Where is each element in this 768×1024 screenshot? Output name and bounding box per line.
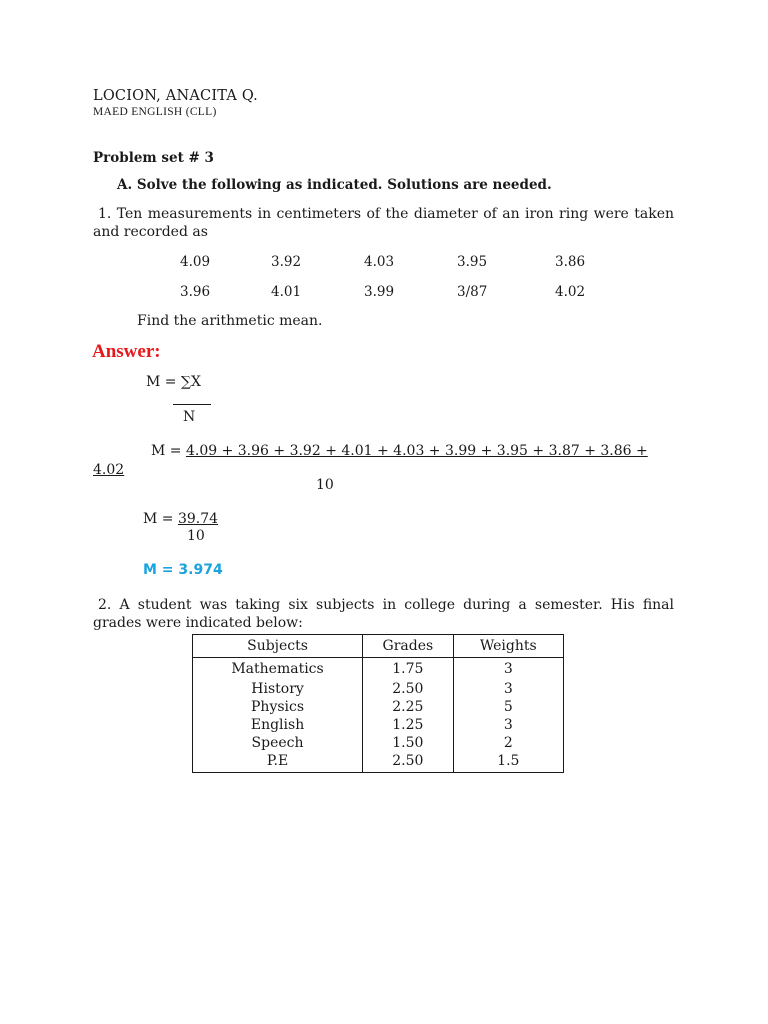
section-a-instruction: A. Solve the following as indicated. Solutions are needed. xyxy=(117,177,552,193)
subject-cell: History xyxy=(251,681,304,697)
grade-cell: 1.25 xyxy=(392,717,424,733)
question-1-instruction: Find the arithmetic mean. xyxy=(137,313,323,329)
grades-table xyxy=(192,634,564,773)
measurement-value: 4.02 xyxy=(555,284,586,300)
table-row xyxy=(193,658,564,773)
measurement-value: 3.95 xyxy=(457,254,488,270)
header-weights: Weights xyxy=(453,635,563,658)
mean-formula-denominator: N xyxy=(183,409,196,425)
measurement-value: 4.01 xyxy=(271,284,302,300)
subject-cell: Physics xyxy=(251,699,305,715)
weight-cell: 3 xyxy=(503,681,513,697)
step-prefix: M = xyxy=(143,511,178,527)
grade-cell: 1.50 xyxy=(392,735,424,751)
question-2-text: 2. A student was taking six subjects in college during a semester. His final grades were indicated below: xyxy=(93,597,674,631)
header-grades: Grades xyxy=(363,635,454,658)
measurement-value: 3.86 xyxy=(555,254,586,270)
measurement-value: 3/87 xyxy=(457,284,488,300)
weight-cell: 3 xyxy=(503,661,513,677)
grade-cell: 2.50 xyxy=(392,753,424,769)
subject-cell: Speech xyxy=(251,735,304,751)
weights-column xyxy=(453,658,563,773)
sum-expression xyxy=(93,442,674,480)
question-1-text: 1. Ten measurements in centimeters of the diameter of an iron ring were taken and recorded as xyxy=(93,206,674,240)
sum-prefix: M = xyxy=(151,443,186,459)
answer-label: Answer: xyxy=(92,341,161,362)
measurement-value: 3.99 xyxy=(364,284,395,300)
subject-cell: P.E xyxy=(266,753,289,769)
grade-cell: 1.75 xyxy=(392,661,424,677)
subject-cell: Mathematics xyxy=(231,661,324,677)
fraction-bar xyxy=(173,404,211,405)
measurement-value: 4.09 xyxy=(180,254,211,270)
author-name: LOCION, ANACITA Q. xyxy=(93,88,258,104)
mean-result: M = 3.974 xyxy=(143,562,223,578)
table-header-row xyxy=(193,635,564,658)
sum-expression-line-1: 4.09 + 3.96 + 3.92 + 4.01 + 4.03 + 3.99 + 3.95 + 3.87 + 3.86 + xyxy=(185,443,648,459)
step-numerator: 39.74 xyxy=(177,511,219,527)
problem-set-title: Problem set # 3 xyxy=(93,150,214,166)
measurement-value: 3.92 xyxy=(271,254,302,270)
sum-denominator: 10 xyxy=(316,477,334,493)
weight-cell: 1.5 xyxy=(497,753,520,769)
measurement-value: 3.96 xyxy=(180,284,211,300)
weight-cell: 2 xyxy=(503,735,513,751)
grades-column xyxy=(363,658,454,773)
subject-cell: English xyxy=(250,717,305,733)
program-name: MAED ENGLISH (CLL) xyxy=(93,106,217,118)
mean-formula-numerator: M = ∑X xyxy=(146,374,201,390)
subjects-column xyxy=(193,658,363,773)
measurement-value: 4.03 xyxy=(364,254,395,270)
grade-cell: 2.25 xyxy=(392,699,424,715)
weight-cell: 5 xyxy=(503,699,513,715)
grade-cell: 2.50 xyxy=(392,681,424,697)
weight-cell: 3 xyxy=(503,717,513,733)
header-subjects: Subjects xyxy=(193,635,363,658)
sum-expression-line-2: 4.02 xyxy=(93,462,125,478)
step-expression xyxy=(143,511,218,527)
step-denominator: 10 xyxy=(187,528,205,544)
